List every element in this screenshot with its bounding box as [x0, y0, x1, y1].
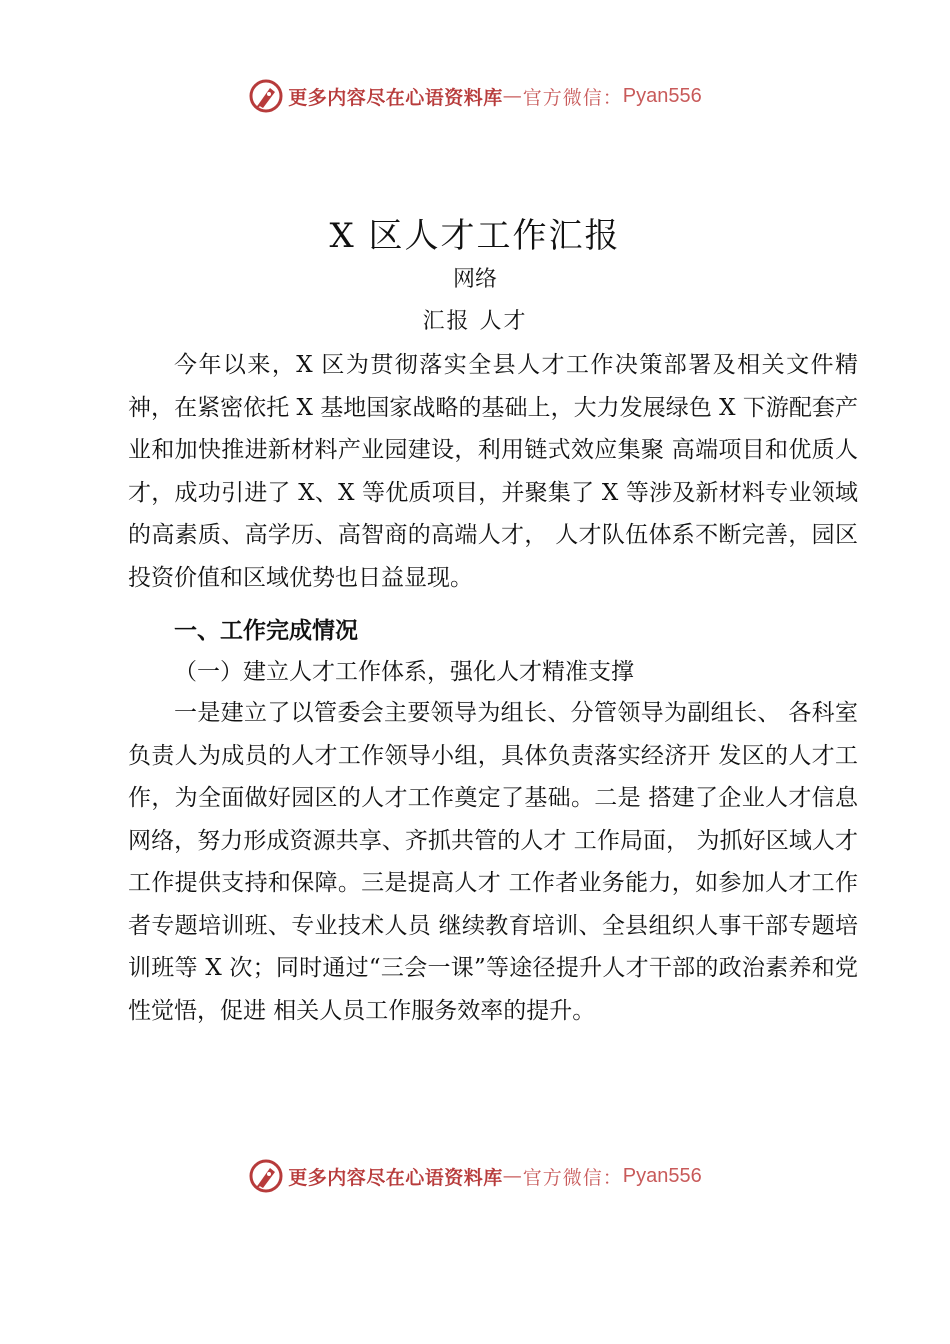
paragraph-2: 一是建立了以管委会主要领导为组长、分管领导为副组长、 各科室负责人为成员的人才工作领导小组，具体负责落实经济开 发区的人才工作，为全面做好园区的人才工作奠定了基础。二是 搭建了企业人才信息网络，努力形成资源共享、齐抓共管的人才 工作局面， 为抓好区域人才工作提供支持和保障。三是提高人才 工作者业务能力，如参加人才工作者专题培训班、专业技术人员 继续教育培训、全县组织人事干部专题培训班等 X 次；同时通过“三会一课”等途径提升人才干部的政治素养和党性觉悟，促进 相关人员工作服务效率的提升。 — [128, 700, 858, 1024]
document-subtitle-2: 汇报 人才 — [422, 309, 528, 334]
watermark-red-text: 更多内容尽在心语资料库 — [288, 86, 503, 109]
document-subtitle-1: 网络 — [452, 267, 497, 292]
section-subheading-1: （一）建立人才工作体系，强化人才精准支撑 — [174, 659, 634, 685]
watermark-banner-top — [0, 76, 950, 116]
pen-nib-icon — [248, 78, 284, 114]
watermark-id: Pyan556 — [622, 1164, 702, 1187]
watermark-banner-bottom — [0, 1156, 950, 1196]
pen-nib-icon — [248, 1158, 284, 1194]
document-title: X 区人才工作汇报 — [329, 216, 621, 256]
watermark-id: Pyan556 — [622, 84, 702, 107]
watermark-dash: — — [502, 85, 523, 107]
paragraph-1: 今年以来，X 区为贯彻落实全县人才工作决策部署及相关文件精神，在紧密依托 X 基地国家战略的基础上，大力发展绿色 X 下游配套产业和加快推进新材料产业园建设，利用链式效应集聚 高端项目和优质人才，成功引进了 X、X 等优质项目，并聚集了 X 等涉及新材料专业领域的高素质、高学历、高智商的高端人才， 人才队伍体系不断完善，园区投资价值和区域优势也日益显现。 — [128, 352, 858, 591]
watermark-gray-text: 官方微信： — [522, 1166, 623, 1189]
section-heading-1: 一、工作完成情况 — [174, 617, 358, 644]
watermark-gray-text: 官方微信： — [522, 86, 623, 109]
watermark-red-text: 更多内容尽在心语资料库 — [288, 1166, 503, 1189]
watermark-dash: — — [502, 1165, 523, 1187]
